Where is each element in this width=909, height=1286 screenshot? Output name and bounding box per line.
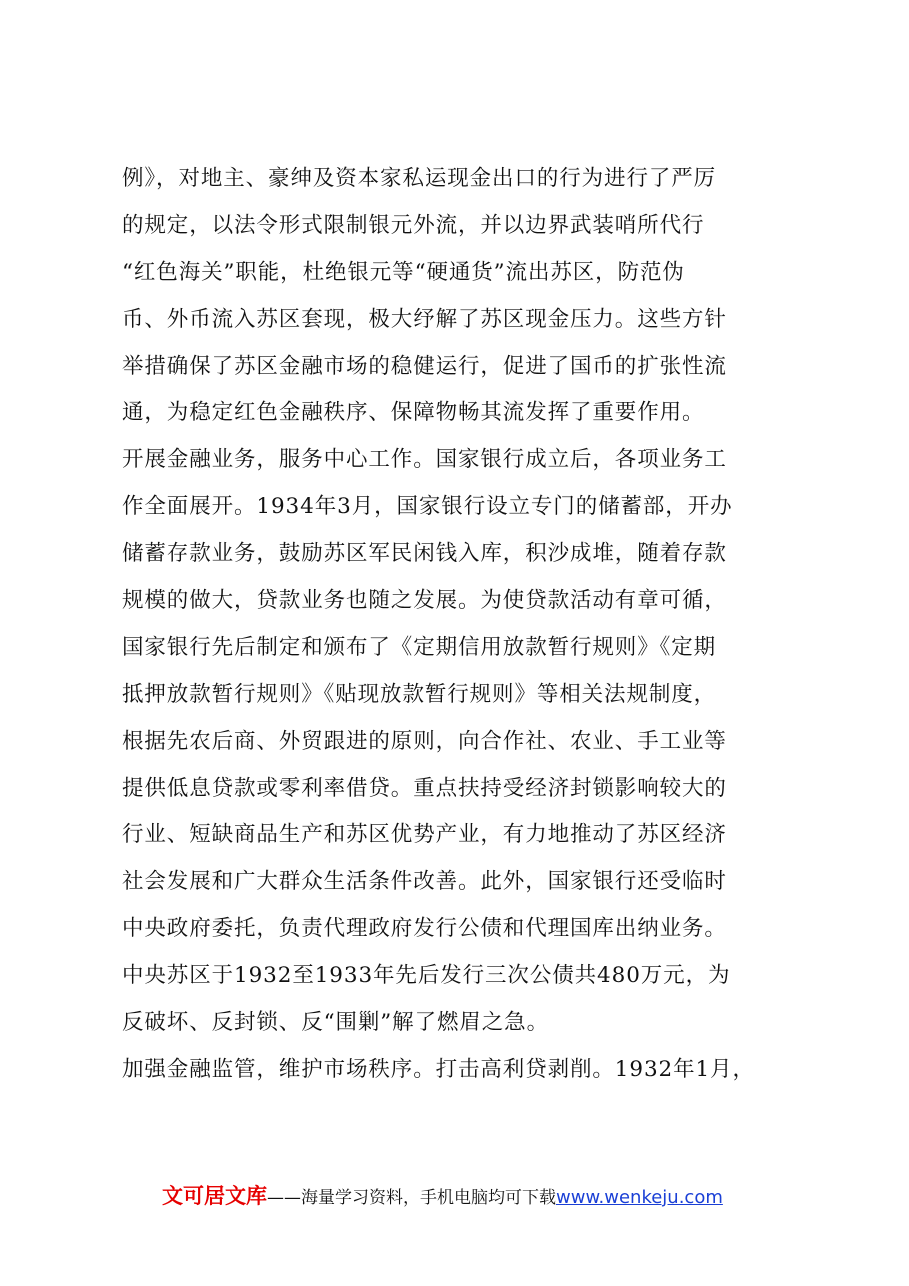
text-line: 币、外币流入苏区套现，极大纾解了苏区现金压力。这些方针 <box>122 306 727 332</box>
text-line: 提供低息贷款或零利率借贷。重点扶持受经济封锁影响较大的 <box>122 775 727 801</box>
text-line: 的规定，以法令形式限制银元外流，并以边界武装哨所代行 <box>122 212 705 238</box>
text-line: 反破坏、反封锁、反“围剿”解了燃眉之急。 <box>122 1010 549 1036</box>
text-line: 举措确保了苏区金融市场的稳健运行，促进了国币的扩张性流 <box>122 353 727 379</box>
text-line: 例》，对地主、豪绅及资本家私运现金出口的行为进行了严厉 <box>122 166 717 191</box>
text-line: 作全面展开。1934年3月，国家银行设立专门的储蓄部，开办 <box>122 494 733 520</box>
text-line: 抵押放款暂行规则》《贴现放款暂行规则》等相关法规制度， <box>122 681 717 707</box>
text-line: 社会发展和广大群众生活条件改善。此外，国家银行还受临时 <box>122 869 727 895</box>
text-line: 中央苏区于1932至1933年先后发行三次公债共480万元，为 <box>122 963 731 989</box>
text-line: 储蓄存款业务，鼓励苏区军民闲钱入库，积沙成堆，随着存款 <box>122 541 727 567</box>
text-line: 加强金融监管，维护市场秩序。打击高利贷剥削。1932年1月， <box>122 1056 755 1082</box>
text-line: 行业、短缺商品生产和苏区优势产业，有力地推动了苏区经济 <box>122 822 727 848</box>
text-line: 中央政府委托，负责代理政府发行公债和代理国库出纳业务。 <box>122 916 727 942</box>
text-line: 根据先农后商、外贸跟进的原则，向合作社、农业、手工业等 <box>122 728 727 754</box>
text-line: 规模的做大，贷款业务也随之发展。为使贷款活动有章可循， <box>122 588 727 614</box>
brand-name: 文可居文库 <box>162 1184 267 1208</box>
text-line: “红色海关”职能，杜绝银元等“硬通货”流出苏区，防范伪 <box>122 259 685 285</box>
footer-slogan: ——海量学习资料，手机电脑均可下载 <box>267 1188 556 1208</box>
text-line: 通，为稳定红色金融秩序、保障物畅其流发挥了重要作用。 <box>122 400 705 426</box>
footer-banner <box>162 1180 802 1212</box>
body-text <box>122 156 802 1094</box>
website-link[interactable]: www.wenkeju.com <box>556 1187 723 1208</box>
text-line: 开展金融业务，服务中心工作。国家银行成立后，各项业务工 <box>122 447 727 473</box>
text-line: 国家银行先后制定和颁布了《定期信用放款暂行规则》《定期 <box>122 634 717 660</box>
